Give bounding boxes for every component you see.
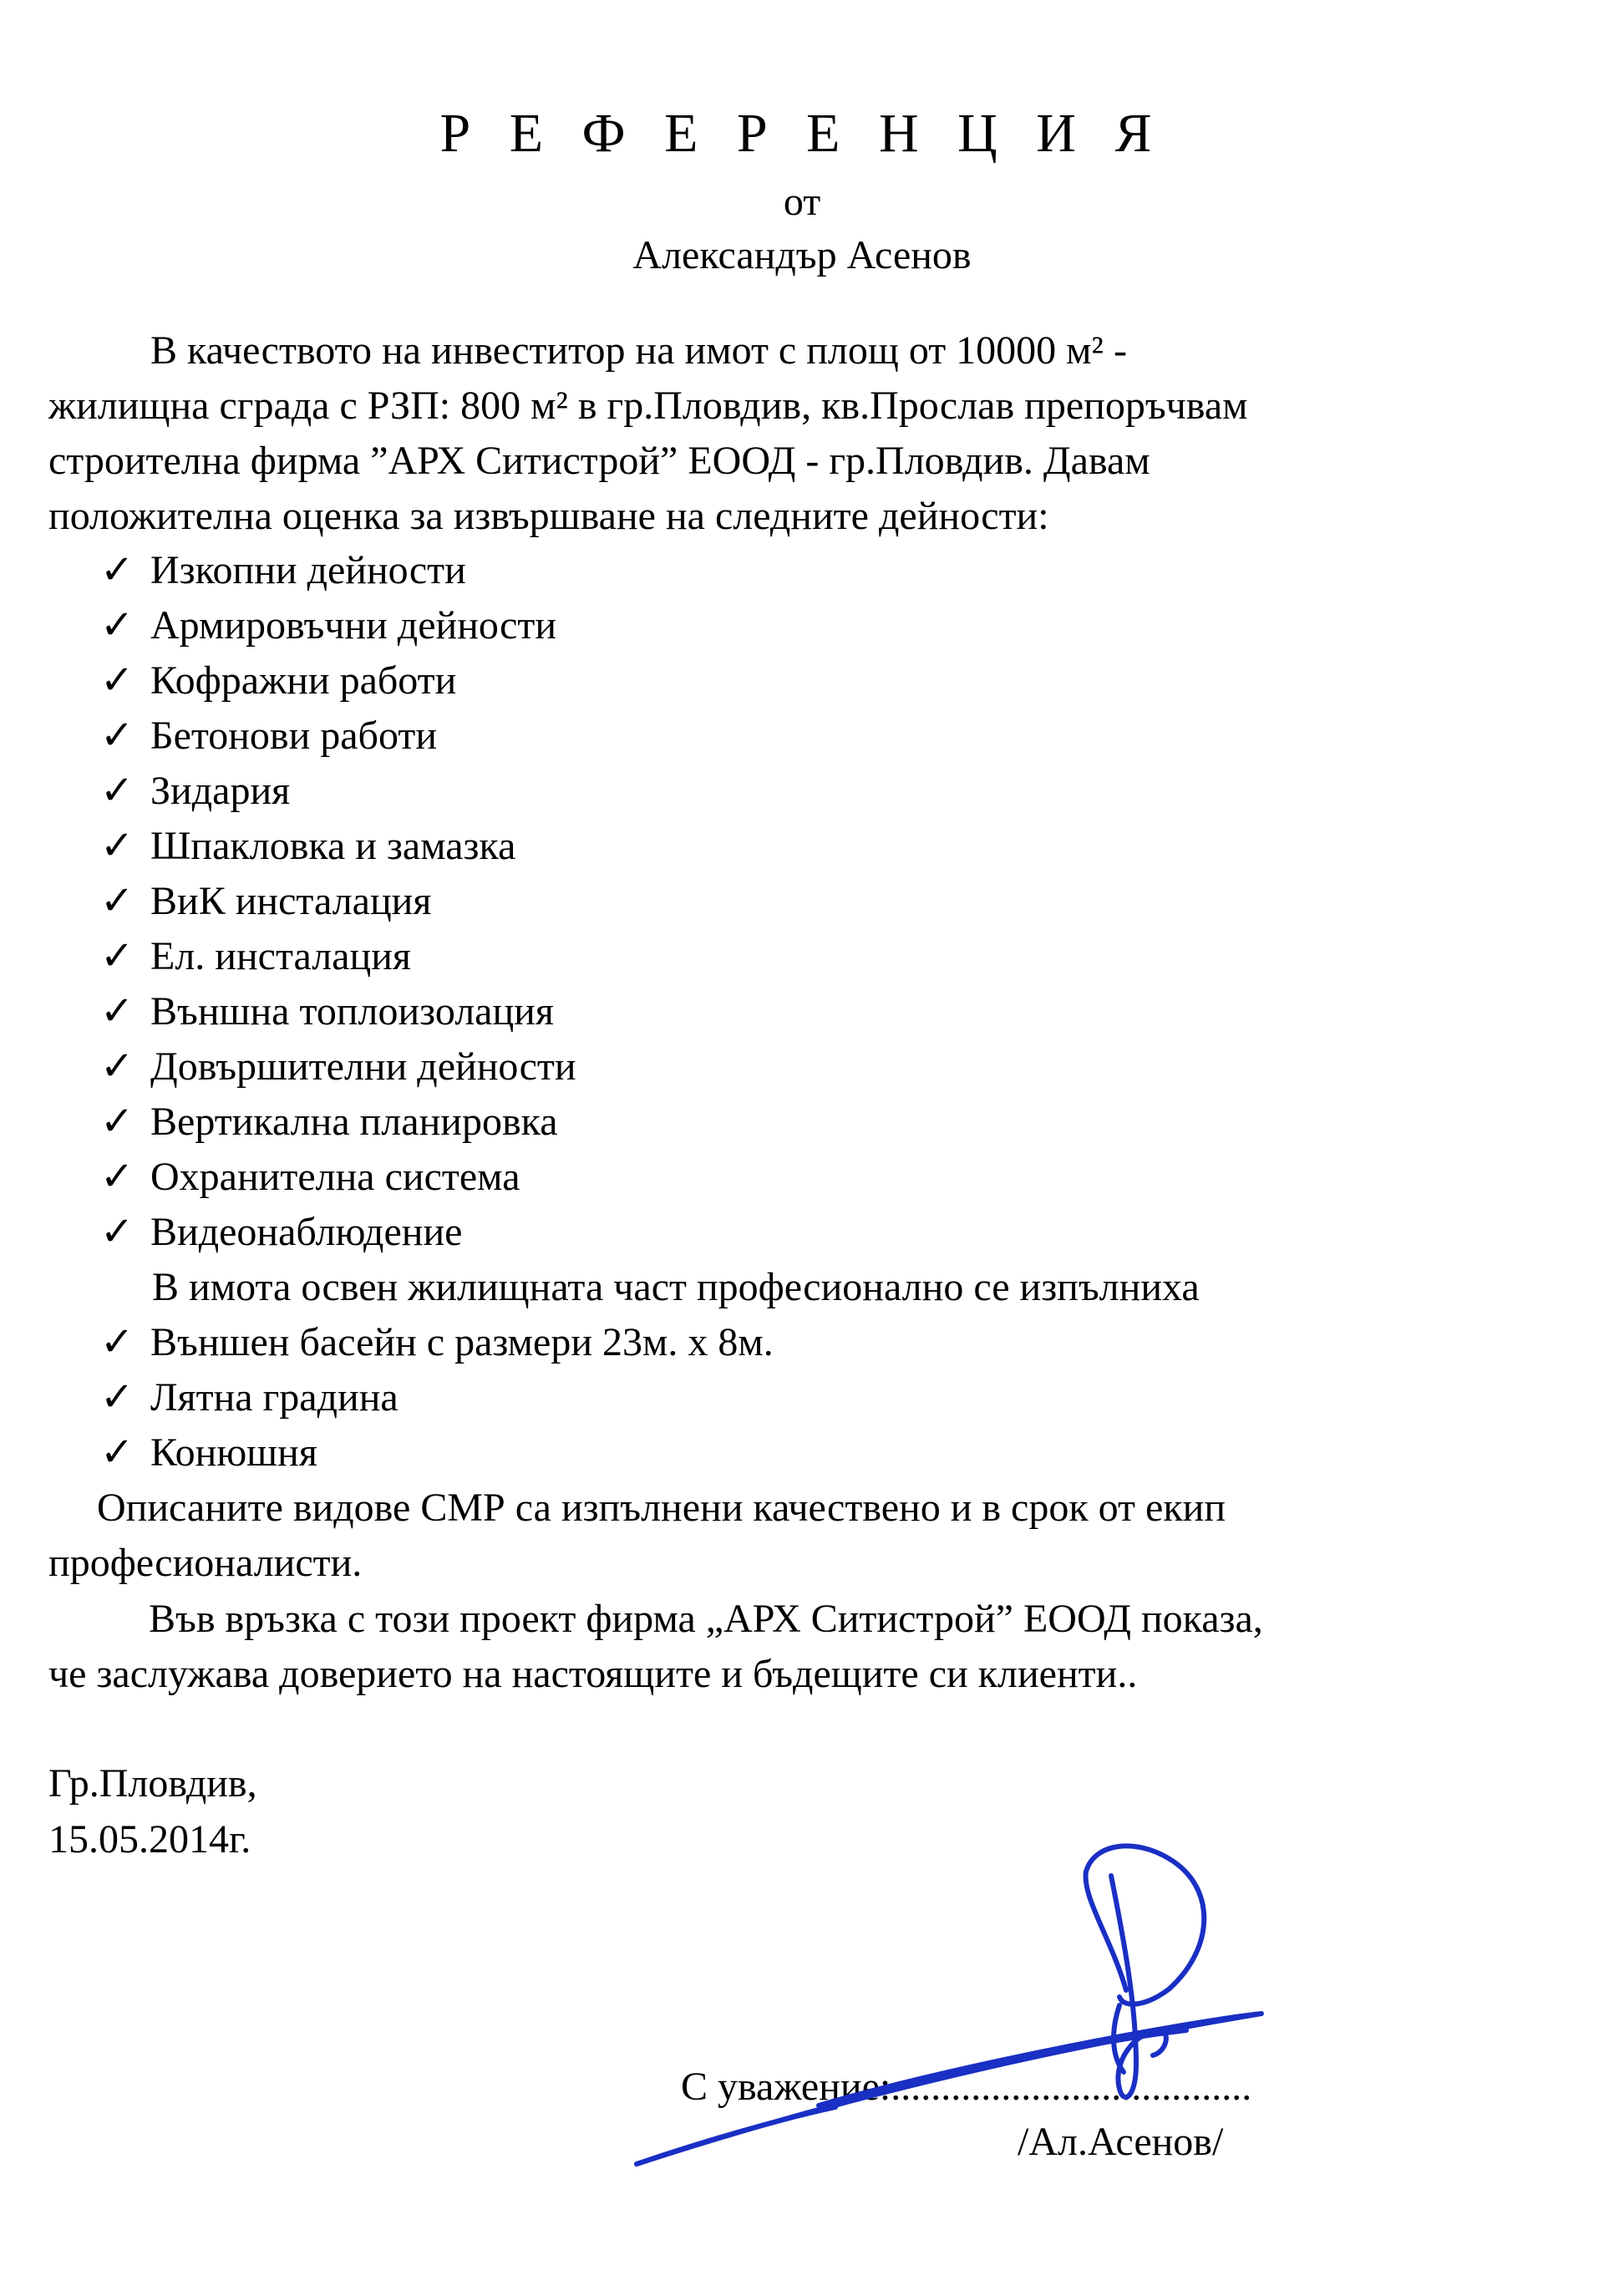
activity-label: Армировъчни дейности xyxy=(150,603,557,648)
activity-label: Кофражни работи xyxy=(150,658,457,703)
activity-label: Външна топлоизолация xyxy=(150,989,554,1034)
activity-label: Вертикална планировка xyxy=(150,1100,558,1144)
activity-label: Външен басейн с размери 23м. х 8м. xyxy=(150,1320,774,1364)
closing-line-4: че заслужава доверието на настоящите и бъдещите си клиенти.. xyxy=(48,1652,1138,1696)
closing-line-2: професионалисти. xyxy=(48,1541,363,1585)
place: Гр.Пловдив, xyxy=(48,1761,257,1806)
check-icon: ✓ xyxy=(100,1100,135,1144)
activity-label: Охранителна система xyxy=(150,1155,520,1199)
check-icon: ✓ xyxy=(100,1210,135,1254)
date: 15.05.2014г. xyxy=(48,1817,251,1862)
extra-intro: В имота освен жилищната част професионално се изпълниха xyxy=(152,1265,1200,1309)
closing-line-3: Във връзка с този проект фирма „АРХ Ситистрой” ЕООД показа, xyxy=(149,1597,1263,1641)
check-icon: ✓ xyxy=(100,714,135,758)
activity-label: Лятна градина xyxy=(150,1375,398,1420)
check-icon: ✓ xyxy=(100,824,135,868)
activity-label: Довършителни дейности xyxy=(150,1044,576,1089)
activity-label: Ел. инсталация xyxy=(150,934,411,978)
closing-line-1: Описаните видове СМР са изпълнени качествено и в срок от екип xyxy=(97,1486,1226,1530)
check-icon: ✓ xyxy=(100,1044,135,1089)
regards-label: С уважение: xyxy=(681,2065,891,2109)
intro-line-2: жилищна сграда с РЗП: 800 м² в гр.Пловдив, кв.Прослав препоръчвам xyxy=(48,384,1248,428)
activity-label: Видеонаблюдение xyxy=(150,1210,463,1254)
intro-line-4: положителна оценка за извършване на следните дейности: xyxy=(48,494,1049,538)
check-icon: ✓ xyxy=(100,879,135,923)
check-icon: ✓ xyxy=(100,548,135,592)
activity-label: ВиК инсталация xyxy=(150,879,432,923)
activity-label: Бетонови работи xyxy=(150,714,438,758)
from-label: от xyxy=(783,180,821,224)
check-icon: ✓ xyxy=(100,658,135,703)
document-title: Р Е Ф Е Р Е Н Ц И Я xyxy=(439,103,1165,164)
check-icon: ✓ xyxy=(100,934,135,978)
check-icon: ✓ xyxy=(100,989,135,1034)
activity-label: Изкопни дейности xyxy=(150,548,466,592)
intro-line-1: В качеството на инвеститор на имот с площ от 10000 м² - xyxy=(150,328,1127,373)
signature-dots: .................................... xyxy=(891,2065,1252,2109)
signatory-name: /Ал.Асенов/ xyxy=(1018,2120,1224,2164)
check-icon: ✓ xyxy=(100,769,135,813)
check-icon: ✓ xyxy=(100,1375,135,1420)
intro-line-3: строителна фирма ”АРХ Ситистрой” ЕООД - гр.Пловдив. Давам xyxy=(48,439,1150,483)
check-icon: ✓ xyxy=(100,1320,135,1364)
check-icon: ✓ xyxy=(100,1430,135,1475)
check-icon: ✓ xyxy=(100,1155,135,1199)
activity-label: Зидария xyxy=(150,769,291,813)
check-icon: ✓ xyxy=(100,603,135,648)
activity-label: Конюшня xyxy=(150,1430,317,1475)
activity-label: Шпакловка и замазка xyxy=(150,824,516,868)
author-name: Александър Асенов xyxy=(632,233,972,277)
